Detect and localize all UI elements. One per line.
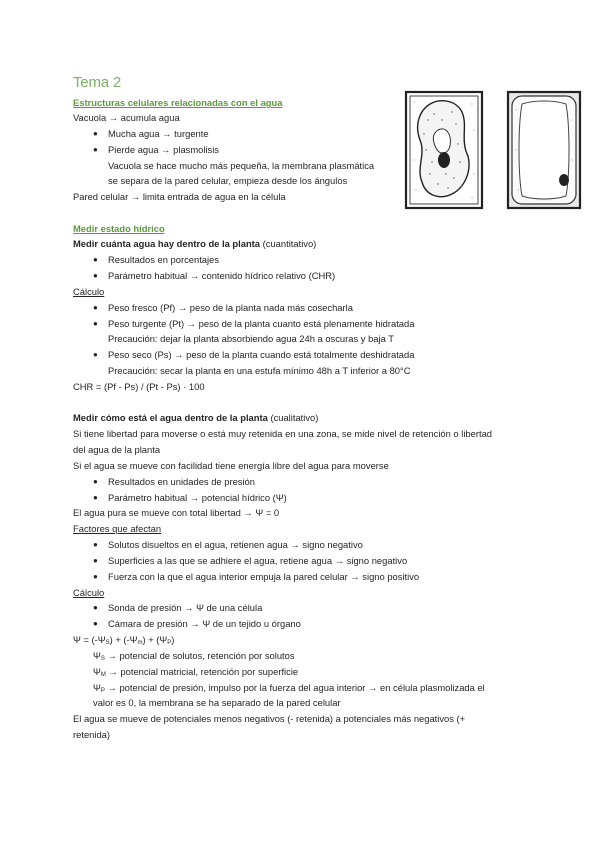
bullet-chr: Parámetro habitual → contenido hídrico relativo (CHR) (108, 270, 336, 281)
psi-symbol: Ψ (93, 682, 101, 693)
plasmolyzed-cell-drawing (406, 92, 482, 208)
bullet-dot: ● (93, 493, 98, 502)
def-psi-s (93, 649, 295, 666)
formula-chr: CHR = (Pf - Ps) / (Pt - Ps) · 100 (73, 381, 205, 392)
eq-part: Ψ = (-Ψ (73, 634, 106, 645)
eq-sub-p: P (167, 640, 172, 646)
text-energia-libre: Si el agua se mueve con facilidad tiene energía libre del agua para moverse (73, 460, 389, 471)
def-psi-m (93, 665, 298, 682)
def-psi-p-line2: valor es 0, la membrana se ha separado de la pared celular (93, 697, 341, 708)
bullet-mucha-agua: Mucha agua → turgente (108, 128, 209, 139)
text-libertad-2: del agua de la planta (73, 444, 161, 455)
bullet-dot: ● (93, 255, 98, 264)
subheading-bold: Medir cómo está el agua dentro de la planta (73, 412, 268, 423)
bullet-sonda: Sonda de presión → Ψ de una célula (108, 602, 263, 613)
subheading-rest: (cuantitativo) (260, 238, 317, 249)
bullet-presion: Resultados en unidades de presión (108, 476, 255, 487)
text-movimiento-1: El agua se mueve de potenciales menos negativos (- retenida) a potenciales más negativos (+ (73, 713, 466, 724)
label-factores: Factores que afectan (73, 523, 162, 534)
bullet-dot: ● (93, 271, 98, 280)
subheading-bold: Medir cuánta agua hay dentro de la planta (73, 238, 261, 249)
equation-psi (73, 633, 174, 650)
psi-sub: M (100, 672, 106, 678)
bullet-dot: ● (93, 303, 98, 312)
def-text: → potencial matricial, retención por superficie (105, 666, 299, 677)
bullet-dot: ● (93, 477, 98, 486)
psi-symbol: Ψ (93, 650, 101, 661)
text-precaucion-2: Precaución: secar la planta en una estufa mínimo 48h a T inferior a 80°C (108, 365, 411, 376)
text-movimiento-2: retenida) (73, 729, 111, 740)
bullet-dot: ● (93, 350, 98, 359)
label-calculo-1: Cálculo (73, 286, 105, 297)
text-precaucion-1: Precaución: dejar la planta absorbiendo agua 24h a oscuras y baja T (108, 333, 394, 344)
subheading-como-esta (73, 411, 318, 424)
eq-part: ) (171, 634, 175, 645)
bullet-dot: ● (93, 145, 98, 154)
bullet-dot: ● (93, 572, 98, 581)
bullet-dot: ● (93, 129, 98, 138)
bullet-pierde-agua: Pierde agua → plasmolisis (108, 144, 219, 155)
bullet-fuerza: Fuerza con la que el agua interior empuja la pared celular → signo positivo (108, 571, 420, 582)
label-calculo-2: Cálculo (73, 587, 105, 598)
turgid-cell-drawing (508, 92, 580, 208)
text-plasmolisis-2: se separa de la pared celular, empieza desde los ángulos (108, 175, 348, 186)
eq-part: ) + (Ψ (142, 634, 168, 645)
def-text: → potencial de presión, impulso por la fuerza del agua interior → en célula plasmolizada el (104, 682, 485, 693)
bullet-porcentajes: Resultados en porcentajes (108, 254, 220, 265)
text-agua-pura: El agua pura se mueve con total libertad → Ψ = 0 (73, 507, 280, 518)
page-title: Tema 2 (73, 74, 121, 91)
bullet-solutos: Solutos disueltos en el agua, retienen agua → signo negativo (108, 539, 363, 550)
psi-sub: P (100, 688, 105, 694)
bullet-dot: ● (93, 619, 98, 628)
psi-symbol: Ψ (93, 666, 101, 677)
bullet-dot: ● (93, 540, 98, 549)
bullet-camara: Cámara de presión → Ψ de un tejido u órgano (108, 618, 301, 629)
bullet-peso-turgente: Peso turgente (Pt) → peso de la planta cuanto está plenamente hidratada (108, 318, 415, 329)
text-libertad-1: Si tiene libertad para moverse o está muy retenida en una zona, se mide nivel de retención o libertad (73, 428, 492, 439)
eq-sub-m: m (137, 640, 143, 646)
text-vacuola: Vacuola → acumula agua (73, 112, 180, 123)
section-heading-estado-hidrico: Medir estado hídrico (73, 223, 165, 234)
bullet-dot: ● (93, 556, 98, 565)
subheading-cuanta-agua (73, 237, 316, 250)
eq-part: ) + (-Ψ (109, 634, 138, 645)
bullet-peso-fresco: Peso fresco (Pf) → peso de la planta nada más cosecharla (108, 302, 353, 313)
text-pared-celular: Pared celular → limita entrada de agua en la célula (73, 191, 286, 202)
bullet-potencial-hidrico: Parámetro habitual → potencial hídrico (Ψ) (108, 492, 287, 503)
subheading-rest: (cualitativo) (267, 412, 319, 423)
bullet-dot: ● (93, 319, 98, 328)
eq-sub-s: S (105, 640, 110, 646)
section-heading-structures: Estructuras celulares relacionadas con el agua (73, 97, 283, 108)
def-text: → potencial de solutos, retención por solutos (104, 650, 295, 661)
psi-sub: S (100, 656, 105, 662)
bullet-superficies: Superficies a las que se adhiere el agua, retiene agua → signo negativo (108, 555, 408, 566)
bullet-dot: ● (93, 603, 98, 612)
cell-illustration (404, 90, 582, 210)
text-plasmolisis-1: Vacuola se hace mucho más pequeña, la membrana plasmática (108, 160, 375, 171)
bullet-peso-seco: Peso seco (Ps) → peso de la planta cuando está totalmente deshidratada (108, 349, 415, 360)
